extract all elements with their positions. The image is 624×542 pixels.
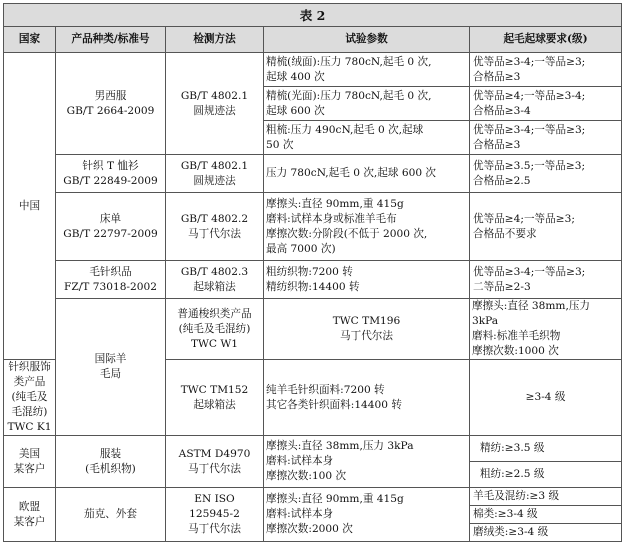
method-iws-woven: TWC TM196 马丁代尔法 [264, 299, 470, 360]
method-usa: ASTM D4970 马丁代尔法 [166, 436, 264, 488]
params-suit-worsted-napped: 精梳(绒面):压力 780cN,起毛 0 次, 起球 400 次 [264, 53, 470, 87]
params-knit: 粗纺织物:7200 转 精纺织物:14400 转 [264, 261, 470, 299]
product-usa: 服装 (毛机织物) [56, 436, 166, 488]
method-knit: GB/T 4802.3 起球箱法 [166, 261, 264, 299]
method-iws-knit: TWC TM152 起球箱法 [166, 360, 264, 436]
req-knit: 优等品≥3-4;一等品≥3; 二等品≥2-3 [470, 261, 622, 299]
product-iws-woven: 普通梭织类产品 (纯毛及毛混纺) TWC W1 [166, 299, 264, 360]
country-china: 中国 [4, 53, 56, 360]
table-row [4, 299, 622, 360]
table-row [4, 261, 622, 299]
req-suit-worsted-napped: 优等品≥3-4;一等品≥3; 合格品≥3 [470, 53, 622, 87]
product-sheet: 床单 GB/T 22797-2009 [56, 193, 166, 261]
product-knit: 毛针织品 FZ/T 73018-2002 [56, 261, 166, 299]
req-eu-brushed: 磨绒类:≥3-4 级 [470, 524, 622, 542]
params-eu: 摩擦头:直径 90mm,重 415g 磨料:试样本身 摩擦次数:2000 次 [264, 488, 470, 542]
product-eu: 茄克、外套 [56, 488, 166, 542]
params-usa: 摩擦头:直径 38mm,压力 3kPa 磨料:试样本身 摩擦次数:100 次 [264, 436, 470, 488]
req-tshirt: 优等品≥3.5;一等品≥3; 合格品≥2.5 [470, 155, 622, 193]
country-usa: 美国 某客户 [4, 436, 56, 488]
country-iws: 国际羊 毛局 [56, 299, 166, 436]
table-row [4, 155, 622, 193]
req-sheet: 优等品≥4;一等品≥3; 合格品不要求 [470, 193, 622, 261]
params-iws-woven: 摩擦头:直径 38mm,压力 3kPa 磨料:标准羊毛织物 摩擦次数:1000 次 [470, 299, 622, 360]
table-row [4, 53, 622, 87]
req-iws-knit: ≥3-4 级 [470, 360, 622, 436]
product-tshirt: 针织 T 恤衫 GB/T 22849-2009 [56, 155, 166, 193]
product-suit: 男西服 GB/T 2664-2009 [56, 53, 166, 155]
method-sheet: GB/T 4802.2 马丁代尔法 [166, 193, 264, 261]
product-iws-knit: 针织服饰类产品 (纯毛及毛混纺) TWC K1 [4, 360, 56, 436]
country-eu: 欧盟 某客户 [4, 488, 56, 542]
header-product: 产品种类/标准号 [56, 27, 166, 53]
pilling-standards-table [3, 3, 622, 542]
table-row [4, 488, 622, 506]
header-params: 试验参数 [264, 27, 470, 53]
method-eu: EN ISO 125945-2 马丁代尔法 [166, 488, 264, 542]
table-row [4, 436, 622, 462]
header-country: 国家 [4, 27, 56, 53]
req-eu-wool: 羊毛及混纺:≥3 级 [470, 488, 622, 506]
req-suit-worsted-plain: 优等品≥4;一等品≥3-4; 合格品≥3-4 [470, 87, 622, 121]
params-iws-knit: 纯羊毛针织面料:7200 转 其它各类针织面料:14400 转 [264, 360, 470, 436]
params-suit-woolen: 粗梳:压力 490cN,起毛 0 次,起球 50 次 [264, 121, 470, 155]
params-suit-worsted-plain: 精梳(光面):压力 780cN,起毛 0 次, 起球 600 次 [264, 87, 470, 121]
req-suit-woolen: 优等品≥3-4;一等品≥3; 合格品≥3 [470, 121, 622, 155]
table-row [4, 193, 622, 261]
method-suit: GB/T 4802.1 圆规迹法 [166, 53, 264, 155]
req-usa-woolen: 粗纺:≥2.5 级 [470, 462, 622, 488]
method-tshirt: GB/T 4802.1 圆规迹法 [166, 155, 264, 193]
table-title: 表 2 [4, 4, 622, 27]
req-eu-cotton: 棉类:≥3-4 级 [470, 506, 622, 524]
params-sheet: 摩擦头:直径 90mm,重 415g 磨料:试样本身或标准羊毛布 摩擦次数:分阶段(不低于 2000 次, 最高 7000 次) [264, 193, 470, 261]
header-requirement: 起毛起球要求(级) [470, 27, 622, 53]
req-usa-worsted: 精纺:≥3.5 级 [470, 436, 622, 462]
params-tshirt: 压力 780cN,起毛 0 次,起球 600 次 [264, 155, 470, 193]
header-method: 检测方法 [166, 27, 264, 53]
